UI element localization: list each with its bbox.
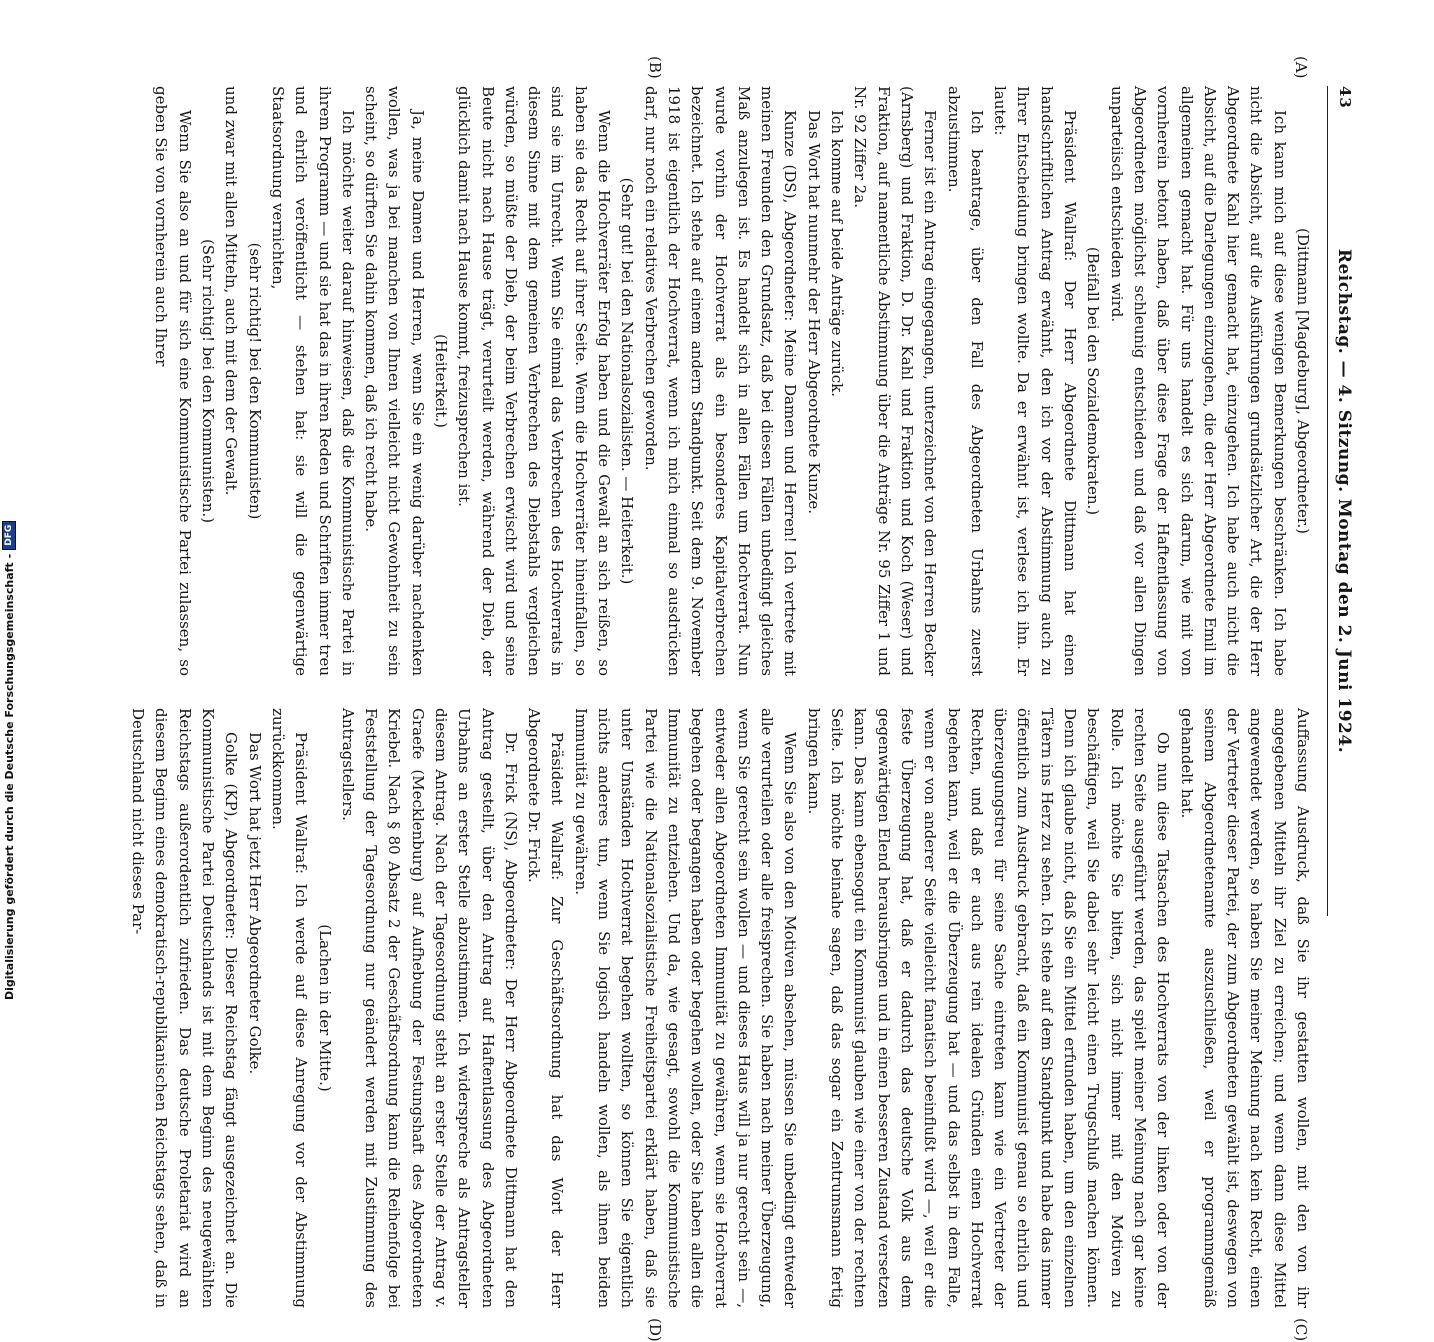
paragraph: Präsident Wallraf: Der Herr Abgeordnete Dittmann hat einen handschriftlichen Antrag erwähnt, den ich vor der Abstimmung auch zu Ihrer Entscheidung bringen wollte. Da er erwähnt ist, verlese ich ihn. Er lautet: <box>991 86 1080 676</box>
paragraph: Dr. Frick (NS), Abgeordneter: Der Herr Abgeordnete Dittmann hat den Antrag gestellt, über den Antrag auf Haftentlassung des Abgeordneten Urbahns an erster Stelle abzustimmen. Ich widerspreche als Antragsteller diesem Antrag. Nach der Tagesordnung steht an erster Stelle der Antrag v. Graefe (Mecklenburg) auf Aufhebung der Festungshaft des Abgeordneten Kriebel. Nach § 80 Absatz 2 der Geschäftsordnung kann die Reihenfolge bei Feststellung der Tagesordnung nur geändert werden mit Zustimmung des Antragstellers. <box>338 708 520 1308</box>
paragraph: Auffassung Ausdruck, daß Sie ihr gestatten wollen, mit den von ihr angegebenen Mitteln ihr Ziel zu erreichen; und wenn dann diese Mittel angewendet werden, so haben Sie meiner Meinung nach kein Recht, einen der Vertreter dieser Partei, der zum Abgeordneten gewählt ist, deswegen von seinem Abgeordnetenamte auszuschließen, weil er programmgemäß gehandelt hat. <box>1177 708 1312 1308</box>
paragraph: Golke (KP), Abgeordneter: Dieser Reichstag fängt ausgezeichnet an. Die Kommunistische Partei Deutschlands ist mit dem Beginn des neugewählten Reichstags außerordentlich zufrieden. Das deutsche Proletariat wird an diesem Beginn eines demokratisch-republikanischen Reichstags sehen, daß in Deutschland nicht dieses Par- <box>129 708 241 1308</box>
paragraph: Ich möchte weiter darauf hinweisen, daß die Kommunistische Partei in ihrem Programm — und sie hat das in ihren Reden und Schriften immer treu und ehrlich veröffentlicht — stehen hat: sie will die gegenwärtige Staatsordnung vernichten, <box>268 86 357 676</box>
interjection: (Sehr gut! bei den Nationalsozialisten. — Heiterkeit.) <box>618 177 637 585</box>
right-column <box>126 708 1314 1308</box>
quoted-motion: Ich beantrage, über den Fall des Abgeordneten Urbahns zuerst abzustimmen. <box>944 86 986 676</box>
rotated-page <box>124 56 1354 1342</box>
interjection: (Heiterkeit.) <box>432 333 451 429</box>
interjection: (Sehr richtig! bei den Kommunisten.) <box>199 238 218 524</box>
margin-marker-c: (C) <box>1292 1318 1310 1342</box>
page-header-title: Reichstag. — 4. Sitzung. Montag den 2. Juni 1924. <box>1334 248 1354 754</box>
paragraph: Wenn Sie also an und für sich eine Kommunistische Partei zulassen, so geben Sie von vornherein auch Ihrer <box>152 86 194 676</box>
left-column <box>149 86 1314 676</box>
paragraph: Wenn Sie also von den Motiven absehen, müssen Sie unbedingt entweder alle verurteilen oder alle freisprechen. Sie haben nach meiner Überzeugung, wenn Sie gerecht sein wollen — und dieses Haus will ja nur gerecht sein —, entweder allen Abgeordneten Immunität zu gewähren, wenn sie Hochverrat begehen oder begangen haben oder begehen wollen, oder Sie haben allen die Immunität zu entziehen. Und da, wie gesagt, sowohl die Kommunistische Partei wie die Nationalsozialistische Freiheitspartei erklärt haben, daß sie unter Umständen Hochverrat begehen wollten, so können Sie eigentlich nichts anderes tun, wenn Sie logisch handeln wollen, als ihnen beiden Immunität zu gewähren. <box>571 708 800 1308</box>
paragraph: Ferner ist ein Antrag eingegangen, unterzeichnet von den Herren Becker (Arnsberg) und Fraktion, D. Dr. Kahl und Fraktion und Koch (Weser) und Fraktion, auf namentliche Abstimmung über die Anträge Nr. 95 Ziffer 1 und Nr. 92 Ziffer 2a. <box>851 86 940 676</box>
margin-marker-d: (D) <box>646 1318 664 1342</box>
page-number: 43 <box>1336 86 1354 109</box>
margin-marker-b: (B) <box>646 56 664 79</box>
speaker-continuation: (Dittmann [Magdeburg], Abgeordneter.) <box>1294 228 1312 534</box>
interjection: (Beifall bei den Sozialdemokraten.) <box>1084 246 1103 516</box>
paragraph: und zwar mit allen Mitteln, auch mit dem der Gewalt. <box>222 86 241 496</box>
paragraph: Ich komme auf beide Anträge zurück. <box>828 110 847 397</box>
paragraph: Ich kann mich auf diese wenigen Bemerkungen beschränken. Ich habe nicht die Absicht, auf die Ausführungen grundsätzlicher Art, die der Herr Abgeordnete Kahl hier gemacht hat, einzugehen. Ich habe auch nicht die Absicht, auf die Darlegungen einzugehen, die der Herr Abgeordnete Emil im allgemeinen gemacht hat. Für uns handelt es sich darum, wie mit von vornherein betont haben, daß über diese Frage der Haftentlassung von Abgeordneten möglichst schleunig entschieden und daß vor allen Dingen unparteiisch entschieden wird. <box>1107 86 1289 676</box>
margin-marker-a: (A) <box>1292 56 1310 79</box>
header-rule <box>1327 86 1328 916</box>
paragraph: Kunze (DS), Abgeordneter: Meine Damen und Herren! Ich vertrete mit meinen Freunden den Grundsatz, daß bei diesen Fällen unbedingt gleiches Maß anzulegen ist. Es handelt sich in allen Fällen um Hochverrat. Nun wurde vorhin der Hochverrat als ein besonderes Kapitalverbrechen bezeichnet. Ich stehe auf einem andern Standpunkt. Seit dem 9. November 1918 ist eigentlich der Hochverrat, wenn ich mich einmal so ausdrücken darf, nur noch ein relatives Verbrechen geworden. <box>641 86 800 676</box>
paragraph: Das Wort hat jetzt Herr Abgeordneter Golke. <box>245 732 264 1075</box>
footer-text: Digitalisierung gefördert durch die Deutsche Forschungsgemeinschaft <box>2 562 16 1000</box>
interjection: (Lachen in der Mitte.) <box>315 924 334 1092</box>
paragraph: Ja, meine Damen und Herren, wenn Sie ein wenig darüber nachdenken wollen, was ja bei manchen von Ihnen vielleicht nicht Gewohnheit zu sein scheint, so dürften Sie dahin kommen, daß ich recht habe. <box>362 86 427 676</box>
paragraph: Präsident Wallraf: Ich werde auf diese Anregung vor der Abstimmung zurückkommen. <box>268 708 311 1308</box>
dfg-logo-icon: DFG <box>2 521 16 550</box>
paragraph: Wenn die Hochverräter Erfolg haben und die Gewalt an sich reißen, so haben sie das Recht auf ihrer Seite. Wenn die Hochverräter hineinfallen, so sind sie im Unrecht. Wenn Sie einmal das Verbrechen des Hochverrats in diesem Sinne mit dem gemeinen Verbrechen des Diebstahls vergleichen würden, so müßte der Dieb, der beim Verbrechen erwischt wird und seine Beute nicht nach Hause trägt, verurteilt werden, während der Dieb, der glücklich damit nach Hause kommt, freizusprechen ist. <box>455 86 614 676</box>
paragraph: Ob nun diese Tatsachen des Hochverrats von der linken oder von der rechten Seite ausgeführt werden, das spielt meiner Meinung nach gar keine Rolle. Ich möchte Sie bitten, sich nicht immer mit den Motiven zu beschäftigen, weil Sie dabei sehr leicht einen Trugschluß machen können. Denn ich glaube nicht, daß Sie ein Mittel erfunden haben, um den einzelnen Tätern ins Herz zu sehen. Ich stehe auf dem Standpunkt und habe das immer öffentlich zum Ausdruck gebracht, daß ein Kommunist genau so ehrlich und überzeugungstreu für seine Sache eintreten kann wie ein Vertreter der Rechten, und daß er auch aus rein idealen Gründen einen Hochverrat begehen kann, weil er die Überzeugung hat — und das selbst in dem Falle, wenn er von anderer Seite vielleicht fanatisch beeinflußt wird —, weil er die feste Überzeugung hat, daß er dadurch das deutsche Volk aus dem gegenwärtigen Elend herausbringen und in einen besseren Zustand versetzen kann. Das kann ebensogut ein Kommunist glauben wie einer von der rechten Seite. Ich möchte beinahe sagen, daß das sogar ein Zentrumsmann fertig bringen kann. <box>804 708 1173 1308</box>
digitization-footer: Digitalisierung gefördert durch die Deutsche Forschungsgemeinschaft - DFG <box>0 0 18 1000</box>
paragraph: Das Wort hat nunmehr der Herr Abgeordnete Kunze. <box>804 110 823 515</box>
paragraph: Präsident Wallraf: Zur Geschäftsordnung hat das Wort der Herr Abgeordnete Dr. Frick. <box>525 708 567 1308</box>
interjection: (sehr richtig! bei den Kommunisten) <box>245 242 264 520</box>
